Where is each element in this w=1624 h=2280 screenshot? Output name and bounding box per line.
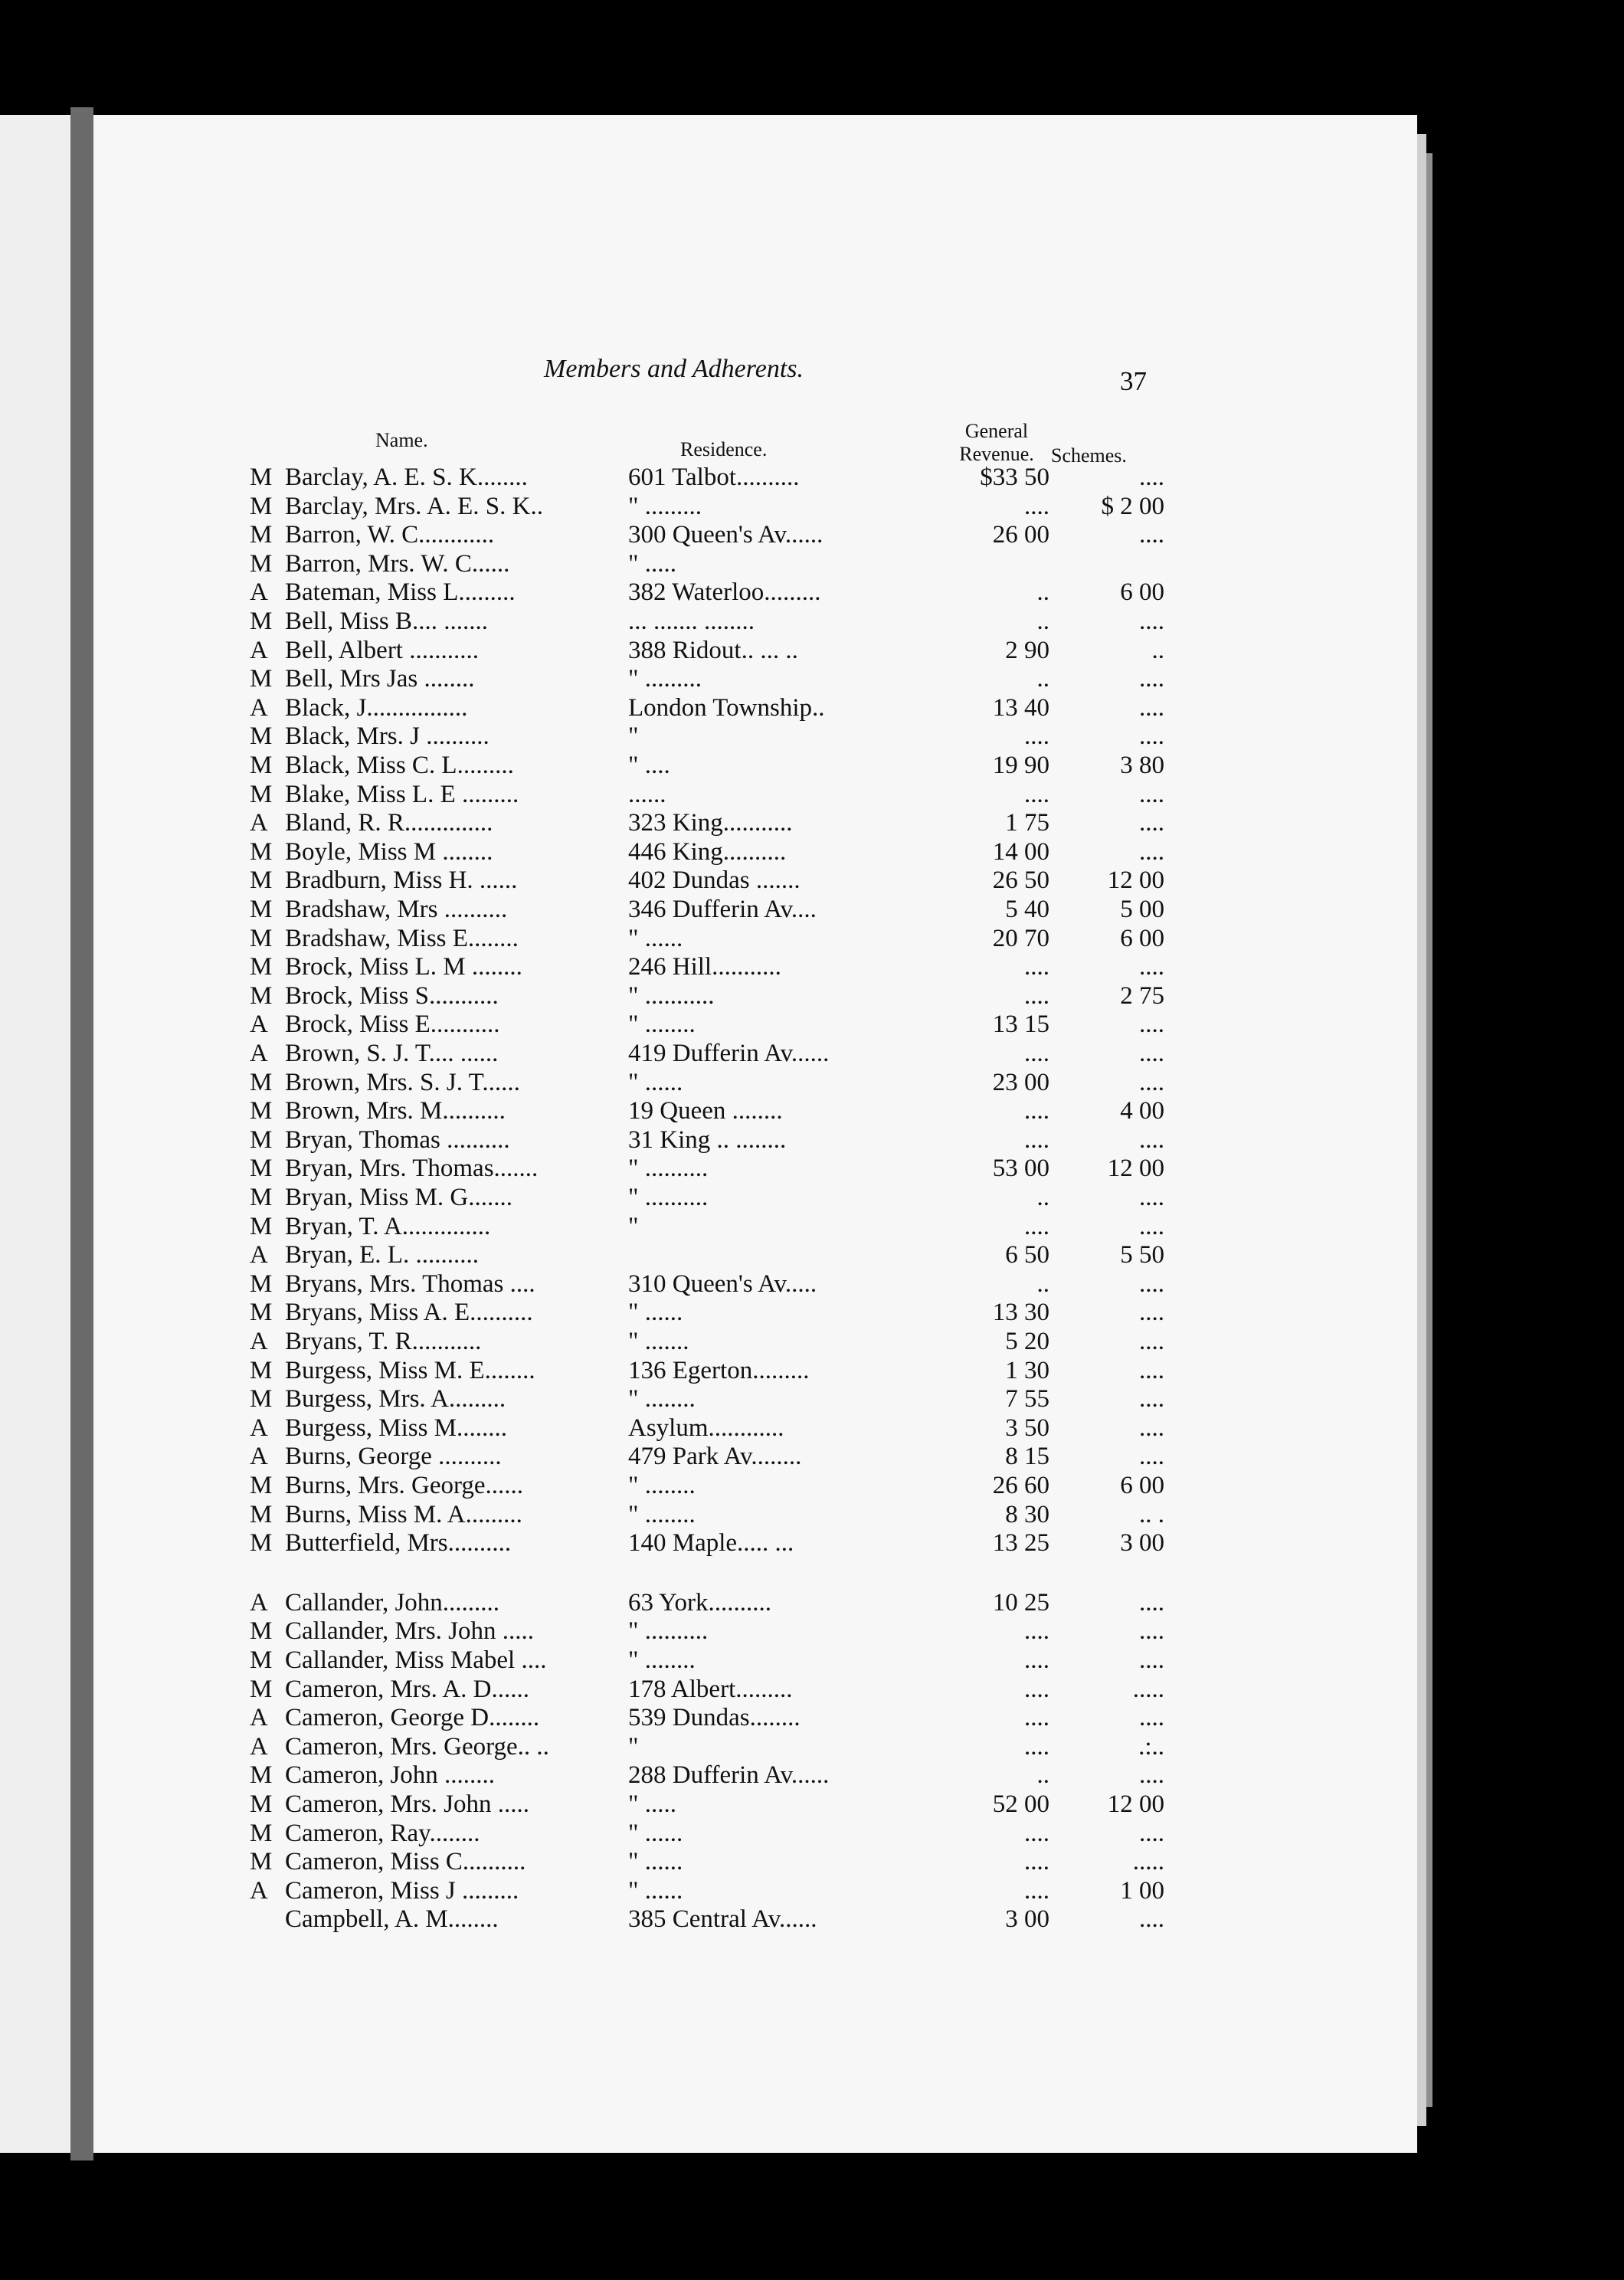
schemes-amount: 1 00 bbox=[1120, 1877, 1164, 1905]
member-residence: " ...... bbox=[628, 1848, 683, 1875]
member-name: Burns, Mrs. George...... bbox=[285, 1472, 524, 1499]
member-name: Bryan, Thomas .......... bbox=[285, 1126, 510, 1154]
schemes-amount: .... bbox=[1139, 1414, 1164, 1442]
general-revenue-amount: .... bbox=[1024, 781, 1049, 808]
member-name: Barclay, A. E. S. K........ bbox=[285, 464, 528, 491]
member-residence: 63 York.......... bbox=[628, 1589, 772, 1617]
member-status: A bbox=[250, 1328, 268, 1355]
general-revenue-amount: .... bbox=[1024, 1704, 1049, 1731]
schemes-amount: .... bbox=[1139, 1357, 1164, 1384]
general-revenue-amount: .... bbox=[1024, 1040, 1049, 1067]
general-revenue-amount: 10 25 bbox=[992, 1589, 1049, 1617]
schemes-amount: 12 00 bbox=[1107, 1790, 1164, 1818]
general-revenue-amount: 8 15 bbox=[1005, 1443, 1049, 1470]
member-residence: " .... bbox=[628, 752, 670, 779]
book-spine bbox=[70, 107, 93, 2160]
schemes-amount: ..... bbox=[1132, 1848, 1164, 1875]
member-residence: " .......... bbox=[628, 1184, 709, 1211]
member-status: M bbox=[250, 1385, 273, 1413]
schemes-amount: .... bbox=[1139, 722, 1164, 750]
schemes-amount: .... bbox=[1139, 1617, 1164, 1645]
member-name: Bell, Miss B.... ....... bbox=[285, 608, 488, 635]
member-name: Bradburn, Miss H. ...... bbox=[285, 866, 518, 894]
general-revenue-amount: .... bbox=[1024, 1213, 1049, 1240]
schemes-amount: .... bbox=[1139, 1213, 1164, 1240]
member-name: Cameron, Mrs. George.. .. bbox=[285, 1733, 549, 1761]
column-header-residence: Residence. bbox=[680, 438, 768, 460]
general-revenue-amount: .. bbox=[1036, 578, 1049, 606]
member-name: Burgess, Miss M. E........ bbox=[285, 1357, 535, 1384]
member-residence: " bbox=[628, 722, 639, 750]
member-status: M bbox=[250, 550, 273, 578]
schemes-amount: .... bbox=[1139, 1761, 1164, 1789]
member-status: M bbox=[250, 1184, 273, 1211]
schemes-amount: .:.. bbox=[1138, 1733, 1164, 1761]
member-status: M bbox=[250, 464, 273, 491]
member-residence: London Township.. bbox=[628, 694, 825, 722]
member-name: Bradshaw, Mrs .......... bbox=[285, 896, 508, 923]
general-revenue-amount: 3 50 bbox=[1005, 1414, 1049, 1442]
member-status: M bbox=[250, 781, 273, 808]
member-residence: 246 Hill........... bbox=[628, 953, 781, 981]
member-name: Brock, Miss S........... bbox=[285, 982, 499, 1010]
schemes-amount: .... bbox=[1139, 1443, 1164, 1470]
member-name: Burgess, Mrs. A......... bbox=[285, 1385, 506, 1413]
member-status: M bbox=[250, 1299, 273, 1326]
member-residence: 178 Albert......... bbox=[628, 1676, 793, 1703]
schemes-amount: 5 50 bbox=[1120, 1241, 1164, 1269]
general-revenue-amount: 26 50 bbox=[992, 866, 1049, 894]
member-name: Brock, Miss L. M ........ bbox=[285, 953, 522, 981]
general-revenue-amount: .... bbox=[1024, 1820, 1049, 1847]
member-status: M bbox=[250, 1155, 273, 1182]
member-status: M bbox=[250, 665, 273, 693]
schemes-amount: 6 00 bbox=[1120, 925, 1164, 952]
member-status: M bbox=[250, 896, 273, 923]
schemes-amount: 4 00 bbox=[1120, 1097, 1164, 1125]
member-residence: 140 Maple..... ... bbox=[628, 1529, 794, 1557]
page-edge bbox=[1417, 134, 1426, 2126]
general-revenue-amount: 7 55 bbox=[1005, 1385, 1049, 1413]
schemes-amount: 6 00 bbox=[1120, 578, 1164, 606]
member-name: Brock, Miss E........... bbox=[285, 1011, 500, 1038]
general-revenue-amount: 23 00 bbox=[992, 1069, 1049, 1096]
general-revenue-amount: 1 30 bbox=[1005, 1357, 1049, 1384]
schemes-amount: 3 00 bbox=[1120, 1529, 1164, 1557]
schemes-amount: 12 00 bbox=[1107, 1155, 1164, 1182]
schemes-amount: 2 75 bbox=[1120, 982, 1164, 1010]
member-name: Cameron, Miss J ......... bbox=[285, 1877, 519, 1905]
member-name: Bryans, Mrs. Thomas .... bbox=[285, 1270, 535, 1298]
member-status: M bbox=[250, 982, 273, 1010]
schemes-amount: .... bbox=[1139, 781, 1164, 808]
member-residence: Asylum............ bbox=[628, 1414, 784, 1442]
member-status: A bbox=[250, 637, 268, 664]
schemes-amount: .... bbox=[1139, 1704, 1164, 1731]
page-number: 37 bbox=[1120, 366, 1147, 396]
member-residence: " ...... bbox=[628, 925, 683, 952]
member-status: M bbox=[250, 1097, 273, 1125]
schemes-amount: .... bbox=[1139, 1820, 1164, 1847]
member-name: Bryans, T. R........... bbox=[285, 1328, 482, 1355]
member-status: A bbox=[250, 1241, 268, 1269]
member-name: Campbell, A. M........ bbox=[285, 1905, 499, 1933]
schemes-amount: 5 00 bbox=[1120, 896, 1164, 923]
schemes-amount: .... bbox=[1139, 1646, 1164, 1674]
member-status: A bbox=[250, 1011, 268, 1038]
member-residence: " ......... bbox=[628, 493, 702, 520]
member-status: M bbox=[250, 1357, 273, 1384]
schemes-amount: .... bbox=[1139, 665, 1164, 693]
schemes-amount: $ 2 00 bbox=[1101, 493, 1164, 520]
schemes-amount: .... bbox=[1139, 1299, 1164, 1326]
general-revenue-amount: 2 90 bbox=[1005, 637, 1049, 664]
member-residence: 136 Egerton......... bbox=[628, 1357, 810, 1384]
member-status: M bbox=[250, 1501, 273, 1528]
general-revenue-amount: .. bbox=[1036, 1184, 1049, 1211]
member-status: M bbox=[250, 1761, 273, 1789]
general-revenue-amount: 5 20 bbox=[1005, 1328, 1049, 1355]
member-status: M bbox=[250, 1213, 273, 1240]
member-name: Cameron, Miss C.......... bbox=[285, 1848, 526, 1875]
general-revenue-amount: .... bbox=[1024, 1676, 1049, 1703]
column-header-name: Name. bbox=[375, 429, 428, 451]
schemes-amount: .... bbox=[1139, 1184, 1164, 1211]
schemes-amount: .... bbox=[1139, 1385, 1164, 1413]
member-residence: " .......... bbox=[628, 1155, 709, 1182]
general-revenue-amount: 1 75 bbox=[1005, 809, 1049, 837]
member-status: M bbox=[250, 1820, 273, 1847]
member-status: M bbox=[250, 866, 273, 894]
member-residence: " ........ bbox=[628, 1501, 696, 1528]
page-edge-shadow bbox=[1426, 153, 1432, 2107]
member-name: Bryan, Mrs. Thomas....... bbox=[285, 1155, 539, 1182]
member-status: M bbox=[250, 493, 273, 520]
member-name: Cameron, George D........ bbox=[285, 1704, 540, 1731]
member-name: Cameron, Mrs. John ..... bbox=[285, 1790, 529, 1818]
member-name: Black, Mrs. J .......... bbox=[285, 722, 489, 750]
general-revenue-amount: 13 40 bbox=[992, 694, 1049, 722]
member-status: A bbox=[250, 1443, 268, 1470]
member-name: Burns, George .......... bbox=[285, 1443, 502, 1470]
general-revenue-amount: .. bbox=[1036, 1270, 1049, 1298]
member-name: Bland, R. R.............. bbox=[285, 809, 493, 837]
member-name: Black, Miss C. L......... bbox=[285, 752, 514, 779]
general-revenue-amount: 14 00 bbox=[992, 838, 1049, 866]
schemes-amount: .... bbox=[1139, 809, 1164, 837]
member-status: A bbox=[250, 1414, 268, 1442]
member-status: A bbox=[250, 1704, 268, 1731]
column-header-general-revenue bbox=[939, 420, 1054, 466]
member-residence: " ........ bbox=[628, 1011, 696, 1038]
member-name: Cameron, Mrs. A. D...... bbox=[285, 1676, 529, 1703]
general-revenue-amount: 26 60 bbox=[992, 1472, 1049, 1499]
member-status: M bbox=[250, 1848, 273, 1875]
member-name: Barron, W. C............ bbox=[285, 521, 495, 549]
general-revenue-amount: .... bbox=[1024, 1877, 1049, 1905]
member-residence: " ...... bbox=[628, 1877, 683, 1905]
member-status: M bbox=[250, 1790, 273, 1818]
schemes-amount: .... bbox=[1139, 1270, 1164, 1298]
member-status: M bbox=[250, 1069, 273, 1096]
member-residence: " .......... bbox=[628, 1617, 709, 1645]
schemes-amount: .... bbox=[1139, 1589, 1164, 1617]
member-status: M bbox=[250, 1270, 273, 1298]
member-name: Blake, Miss L. E ......... bbox=[285, 781, 519, 808]
schemes-amount: .... bbox=[1139, 694, 1164, 722]
general-revenue-amount: .. bbox=[1036, 665, 1049, 693]
schemes-amount: .... bbox=[1139, 838, 1164, 866]
general-revenue-amount: .... bbox=[1024, 953, 1049, 981]
member-name: Callander, John......... bbox=[285, 1589, 500, 1617]
general-revenue-amount: .. bbox=[1036, 608, 1049, 635]
general-revenue-amount: 53 00 bbox=[992, 1155, 1049, 1182]
general-revenue-amount: .... bbox=[1024, 1097, 1049, 1125]
general-revenue-amount: .... bbox=[1024, 1646, 1049, 1674]
member-residence: 300 Queen's Av...... bbox=[628, 521, 823, 549]
member-name: Bradshaw, Miss E........ bbox=[285, 925, 519, 952]
member-residence: ...... bbox=[628, 781, 666, 808]
member-name: Bryan, E. L. .......... bbox=[285, 1241, 479, 1269]
member-name: Brown, Mrs. S. J. T...... bbox=[285, 1069, 520, 1096]
member-status: M bbox=[250, 1472, 273, 1499]
member-residence: 310 Queen's Av..... bbox=[628, 1270, 817, 1298]
general-revenue-amount: .... bbox=[1024, 1733, 1049, 1761]
schemes-amount: 6 00 bbox=[1120, 1472, 1164, 1499]
schemes-amount: .... bbox=[1139, 1905, 1164, 1933]
schemes-amount: 3 80 bbox=[1120, 752, 1164, 779]
member-residence: 479 Park Av........ bbox=[628, 1443, 802, 1470]
member-status: A bbox=[250, 1040, 268, 1067]
general-revenue-amount: 5 40 bbox=[1005, 896, 1049, 923]
general-revenue-amount: $33 50 bbox=[980, 464, 1049, 491]
general-revenue-amount: .... bbox=[1024, 1126, 1049, 1154]
schemes-amount: .... bbox=[1139, 464, 1164, 491]
member-residence: " ........ bbox=[628, 1385, 696, 1413]
member-residence: 382 Waterloo......... bbox=[628, 578, 821, 606]
member-residence: " ........... bbox=[628, 982, 715, 1010]
member-residence: 388 Ridout.. ... .. bbox=[628, 637, 798, 664]
member-residence: " bbox=[628, 1733, 639, 1761]
member-residence: " ........ bbox=[628, 1646, 696, 1674]
member-status: M bbox=[250, 722, 273, 750]
general-revenue-amount: .... bbox=[1024, 493, 1049, 520]
member-residence: 601 Talbot.......... bbox=[628, 464, 800, 491]
member-status: M bbox=[250, 1676, 273, 1703]
general-revenue-amount: 13 25 bbox=[992, 1529, 1049, 1557]
member-status: M bbox=[250, 1646, 273, 1674]
member-status: M bbox=[250, 1617, 273, 1645]
member-residence: " ....... bbox=[628, 1328, 689, 1355]
member-residence: " bbox=[628, 1213, 639, 1240]
running-title: Members and Adherents. bbox=[544, 355, 804, 383]
general-revenue-amount: 6 50 bbox=[1005, 1241, 1049, 1269]
general-revenue-amount: 19 90 bbox=[992, 752, 1049, 779]
member-residence: " ........ bbox=[628, 1472, 696, 1499]
member-status: M bbox=[250, 752, 273, 779]
member-name: Butterfield, Mrs.......... bbox=[285, 1529, 512, 1557]
schemes-amount: .... bbox=[1139, 1126, 1164, 1154]
member-residence: 446 King.......... bbox=[628, 838, 787, 866]
member-name: Barron, Mrs. W. C...... bbox=[285, 550, 510, 578]
member-name: Cameron, John ........ bbox=[285, 1761, 496, 1789]
member-status: A bbox=[250, 578, 268, 606]
general-revenue-amount: 3 00 bbox=[1005, 1905, 1049, 1933]
member-status: M bbox=[250, 838, 273, 866]
member-residence: 323 King........... bbox=[628, 809, 793, 837]
member-name: Boyle, Miss M ........ bbox=[285, 838, 493, 866]
member-status: M bbox=[250, 925, 273, 952]
member-name: Burgess, Miss M........ bbox=[285, 1414, 508, 1442]
member-name: Bell, Mrs Jas ........ bbox=[285, 665, 475, 693]
schemes-amount: .... bbox=[1139, 608, 1164, 635]
member-name: Cameron, Ray........ bbox=[285, 1820, 480, 1847]
member-residence: 19 Queen ........ bbox=[628, 1097, 783, 1125]
previous-page-edge bbox=[0, 115, 70, 2153]
column-header-general-revenue-line1: General bbox=[964, 420, 1029, 442]
schemes-amount: .... bbox=[1139, 1011, 1164, 1038]
schemes-amount: .. . bbox=[1139, 1501, 1164, 1528]
member-status: M bbox=[250, 953, 273, 981]
member-residence: " ..... bbox=[628, 1790, 676, 1818]
member-residence: 539 Dundas........ bbox=[628, 1704, 801, 1731]
schemes-amount: .... bbox=[1139, 1069, 1164, 1096]
general-revenue-amount: 26 00 bbox=[992, 521, 1049, 549]
member-residence: 288 Dufferin Av...... bbox=[628, 1761, 830, 1789]
member-name: Burns, Miss M. A......... bbox=[285, 1501, 522, 1528]
general-revenue-amount: .... bbox=[1024, 982, 1049, 1010]
member-residence: 346 Dufferin Av.... bbox=[628, 896, 817, 923]
member-name: Callander, Mrs. John ..... bbox=[285, 1617, 534, 1645]
member-name: Brown, Mrs. M.......... bbox=[285, 1097, 506, 1125]
member-status: M bbox=[250, 608, 273, 635]
member-status: A bbox=[250, 1733, 268, 1761]
member-residence: 402 Dundas ....... bbox=[628, 866, 801, 894]
member-status: M bbox=[250, 521, 273, 549]
member-status: M bbox=[250, 1126, 273, 1154]
column-header-schemes: Schemes. bbox=[1051, 444, 1127, 467]
schemes-amount: .. bbox=[1151, 637, 1164, 664]
member-residence: 385 Central Av...... bbox=[628, 1905, 817, 1933]
general-revenue-amount: 13 15 bbox=[992, 1011, 1049, 1038]
general-revenue-amount: .... bbox=[1024, 722, 1049, 750]
general-revenue-amount: .. bbox=[1036, 1761, 1049, 1789]
general-revenue-amount: 13 30 bbox=[992, 1299, 1049, 1326]
schemes-amount: 12 00 bbox=[1107, 866, 1164, 894]
schemes-amount: .... bbox=[1139, 521, 1164, 549]
member-status: A bbox=[250, 694, 268, 722]
member-name: Bryans, Miss A. E.......... bbox=[285, 1299, 533, 1326]
member-name: Brown, S. J. T.... ...... bbox=[285, 1040, 499, 1067]
member-name: Black, J................ bbox=[285, 694, 468, 722]
member-residence: " ...... bbox=[628, 1299, 683, 1326]
member-residence: " ......... bbox=[628, 665, 702, 693]
member-name: Bell, Albert ........... bbox=[285, 637, 479, 664]
member-name: Bryan, T. A.............. bbox=[285, 1213, 491, 1240]
general-revenue-amount: 52 00 bbox=[992, 1790, 1049, 1818]
member-residence: 31 King .. ........ bbox=[628, 1126, 787, 1154]
member-residence: " ..... bbox=[628, 550, 676, 578]
member-name: Barclay, Mrs. A. E. S. K.. bbox=[285, 493, 543, 520]
general-revenue-amount: 8 30 bbox=[1005, 1501, 1049, 1528]
general-revenue-amount: .... bbox=[1024, 1617, 1049, 1645]
schemes-amount: ..... bbox=[1132, 1676, 1164, 1703]
member-status: A bbox=[250, 1877, 268, 1905]
member-status: M bbox=[250, 1529, 273, 1557]
member-name: Callander, Miss Mabel .... bbox=[285, 1646, 547, 1674]
member-status: A bbox=[250, 809, 268, 837]
schemes-amount: .... bbox=[1139, 953, 1164, 981]
column-header-general-revenue-line2: Revenue. bbox=[959, 443, 1034, 465]
member-residence: " ...... bbox=[628, 1069, 683, 1096]
schemes-amount: .... bbox=[1139, 1328, 1164, 1355]
member-name: Bryan, Miss M. G....... bbox=[285, 1184, 513, 1211]
schemes-amount: .... bbox=[1139, 1040, 1164, 1067]
member-status: A bbox=[250, 1589, 268, 1617]
member-residence: 419 Dufferin Av...... bbox=[628, 1040, 830, 1067]
general-revenue-amount: .... bbox=[1024, 1848, 1049, 1875]
member-residence: " ...... bbox=[628, 1820, 683, 1847]
member-residence: ... ....... ........ bbox=[628, 608, 755, 635]
general-revenue-amount: 20 70 bbox=[992, 925, 1049, 952]
member-name: Bateman, Miss L......... bbox=[285, 578, 516, 606]
